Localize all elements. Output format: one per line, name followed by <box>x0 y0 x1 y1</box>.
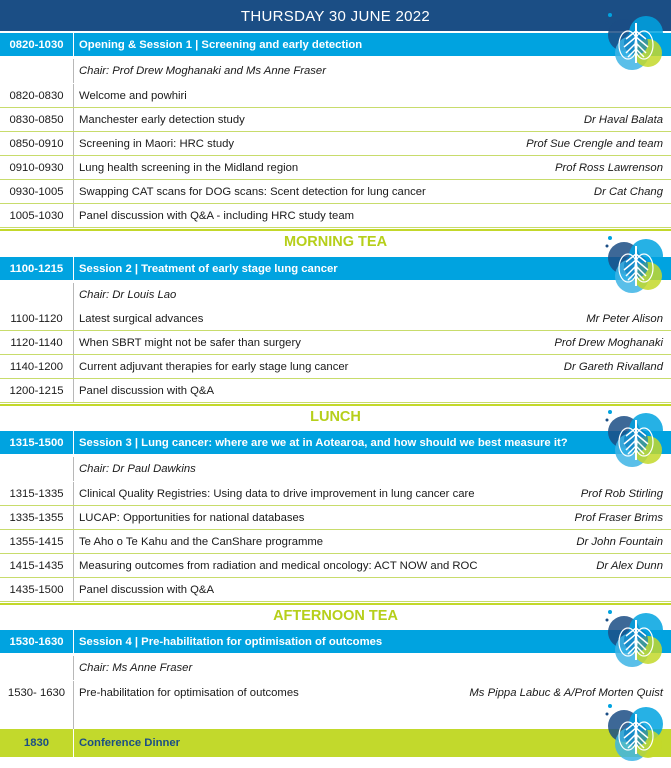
break-morning-tea: MORNING TEA <box>0 229 671 251</box>
agenda-time: 0830-0850 <box>0 108 74 131</box>
session-time: 1315-1500 <box>0 431 74 454</box>
dinner-time: 1830 <box>0 729 74 757</box>
agenda-desc: Panel discussion with Q&A <box>74 584 663 596</box>
agenda-desc: Measuring outcomes from radiation and medical oncology: ACT NOW and ROC <box>74 560 596 572</box>
agenda-desc: Te Aho o Te Kahu and the CanShare programme <box>74 536 576 548</box>
agenda-speaker: Mr Peter Alison <box>586 313 671 325</box>
agenda-desc: Latest surgical advances <box>74 313 586 325</box>
agenda-row <box>0 108 671 132</box>
session-title: Session 2 | Treatment of early stage lung cancer <box>74 263 671 275</box>
chair-text: Chair: Dr Paul Dawkins <box>74 463 671 475</box>
agenda-speaker: Dr John Fountain <box>576 536 671 548</box>
agenda-speaker: Dr Alex Dunn <box>596 560 671 572</box>
dinner-title: Conference Dinner <box>74 737 671 749</box>
agenda-desc: Welcome and powhiri <box>74 90 663 102</box>
session-header <box>0 33 671 56</box>
agenda-desc: Swapping CAT scans for DOG scans: Scent detection for lung cancer <box>74 186 594 198</box>
session-time: 1530-1630 <box>0 630 74 653</box>
agenda-time: 1100-1120 <box>0 307 74 330</box>
agenda-speaker: Dr Cat Chang <box>594 186 671 198</box>
agenda-desc: Screening in Maori: HRC study <box>74 138 526 150</box>
agenda-speaker: Prof Sue Crengle and team <box>526 138 671 150</box>
agenda-row <box>0 482 671 506</box>
lung-tree-icon <box>602 232 670 300</box>
chair-text: Chair: Ms Anne Fraser <box>74 662 671 674</box>
chair-row <box>0 457 671 481</box>
session-title: Session 3 | Lung cancer: where are we at in Aotearoa, and how should we best measure it? <box>74 437 671 449</box>
agenda-desc: Lung health screening in the Midland region <box>74 162 555 174</box>
break-lunch: LUNCH <box>0 404 671 426</box>
agenda-desc: When SBRT might not be safer than surgery <box>74 337 554 349</box>
agenda-row <box>0 331 671 355</box>
agenda-speaker: Dr Haval Balata <box>584 114 671 126</box>
agenda-time: 1435-1500 <box>0 578 74 601</box>
agenda-desc: Manchester early detection study <box>74 114 584 126</box>
agenda-desc: Pre-habilitation for optimisation of outcomes <box>74 687 469 699</box>
lung-tree-icon <box>602 700 670 768</box>
session-title: Session 4 | Pre-habilitation for optimisation of outcomes <box>74 636 671 648</box>
session-header <box>0 257 671 280</box>
page-title: THURSDAY 30 JUNE 2022 <box>0 0 671 31</box>
agenda-time: 1530- 1630 <box>0 681 74 705</box>
agenda-time: 1335-1355 <box>0 506 74 529</box>
session-time: 1100-1215 <box>0 257 74 280</box>
agenda-row <box>0 355 671 379</box>
agenda-row <box>0 84 671 108</box>
agenda-time: 1200-1215 <box>0 379 74 402</box>
agenda-time: 1355-1415 <box>0 530 74 553</box>
agenda-row <box>0 307 671 331</box>
agenda-desc: Panel discussion with Q&A - including HRC study team <box>74 210 663 222</box>
agenda-time: 1315-1335 <box>0 482 74 505</box>
chair-text: Chair: Dr Louis Lao <box>74 289 671 301</box>
agenda-speaker: Prof Rob Stirling <box>581 488 671 500</box>
agenda-time: 0910-0930 <box>0 156 74 179</box>
agenda-row <box>0 180 671 204</box>
agenda-time: 1140-1200 <box>0 355 74 378</box>
lung-tree-icon <box>602 9 670 77</box>
agenda-speaker: Prof Drew Moghanaki <box>554 337 671 349</box>
agenda-time: 1005-1030 <box>0 204 74 227</box>
agenda-speaker: Ms Pippa Labuc & A/Prof Morten Quist <box>469 687 671 699</box>
session-header <box>0 630 671 653</box>
agenda-speaker: Dr Gareth Rivalland <box>564 361 671 373</box>
session-title: Opening & Session 1 | Screening and early detection <box>74 39 671 51</box>
agenda-row <box>0 530 671 554</box>
agenda-time: 0850-0910 <box>0 132 74 155</box>
agenda-row <box>0 204 671 228</box>
agenda-desc: Panel discussion with Q&A <box>74 385 663 397</box>
agenda-row <box>0 578 671 602</box>
lung-tree-icon <box>602 406 670 474</box>
agenda-row <box>0 554 671 578</box>
chair-row <box>0 283 671 307</box>
agenda-desc: Clinical Quality Registries: Using data to drive improvement in lung cancer care <box>74 488 581 500</box>
agenda-time: 0820-0830 <box>0 84 74 107</box>
agenda-row <box>0 506 671 530</box>
agenda-speaker: Prof Fraser Brims <box>575 512 671 524</box>
agenda-time: 1120-1140 <box>0 331 74 354</box>
break-afternoon-tea: AFTERNOON TEA <box>0 603 671 625</box>
session-header <box>0 431 671 454</box>
agenda-row <box>0 681 671 705</box>
session-time: 0820-1030 <box>0 33 74 56</box>
chair-text: Chair: Prof Drew Moghanaki and Ms Anne Fraser <box>74 65 671 77</box>
agenda-desc: LUCAP: Opportunities for national databases <box>74 512 575 524</box>
agenda-time: 1415-1435 <box>0 554 74 577</box>
lung-tree-icon <box>602 606 670 674</box>
chair-row <box>0 59 671 83</box>
agenda-row <box>0 156 671 180</box>
dinner-row <box>0 729 671 757</box>
agenda-time: 0930-1005 <box>0 180 74 203</box>
agenda-row <box>0 132 671 156</box>
agenda-speaker: Prof Ross Lawrenson <box>555 162 671 174</box>
agenda-desc: Current adjuvant therapies for early stage lung cancer <box>74 361 564 373</box>
chair-row <box>0 656 671 680</box>
agenda-row <box>0 379 671 403</box>
